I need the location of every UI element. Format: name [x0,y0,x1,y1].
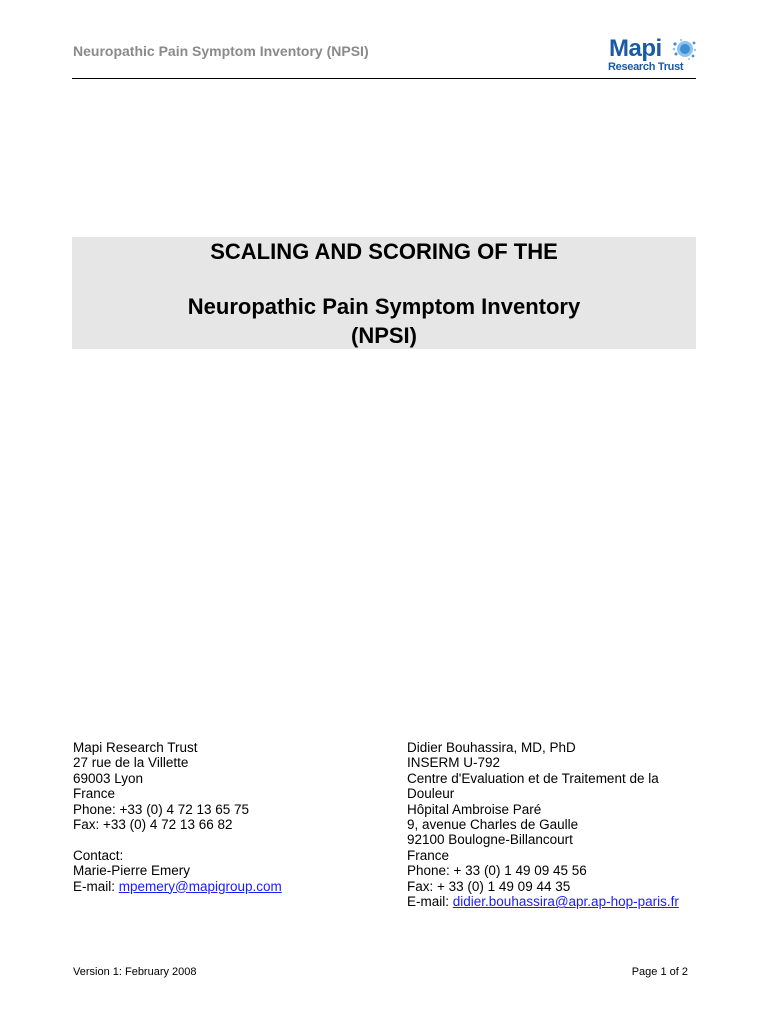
country: France [73,786,116,802]
title-box [72,237,696,349]
title-line-3: (NPSI) [351,323,417,348]
person-name: Didier Bouhassira, MD, PhD [407,740,576,755]
footer-page-number: Page 1 of 2 [631,966,688,978]
fax: Fax: + 33 (0) 1 49 09 44 35 [407,878,571,894]
header-title: Neuropathic Pain Symptom Inventory (NPSI) [73,43,369,59]
spacer [73,832,373,847]
centre-line-1: Centre d'Evaluation et de Traitement de la [407,770,659,786]
contact-label: Contact: [73,847,124,863]
email-label: E-mail: [407,894,453,910]
phone: Phone: + 33 (0) 1 49 09 45 56 [407,863,587,879]
email-label: E-mail: [73,878,119,894]
city: 92100 Boulogne-Billancourt [407,832,573,848]
email-row [407,894,702,909]
phone: Phone: +33 (0) 4 72 13 65 75 [73,801,250,817]
city: 69003 Lyon [73,770,144,786]
footer-version: Version 1: February 2008 [73,966,197,978]
header-divider [72,78,696,79]
street-address: 27 rue de la Villette [73,755,189,771]
email-link-mapi[interactable]: mpemery@mapigroup.com [118,878,282,894]
country: France [407,847,450,863]
logo-word: Mapi [609,35,662,62]
title-line-1: SCALING AND SCORING OF THE [210,239,558,264]
logo-subtitle: Research Trust [608,61,684,73]
title-line-2: Neuropathic Pain Symptom Inventory [187,294,581,319]
contact-block-bouhassira [407,740,702,909]
contact-block-mapi [73,740,373,894]
hospital: Hôpital Ambroise Paré [407,801,542,817]
mapi-logo [606,36,698,76]
street-address: 9, avenue Charles de Gaulle [407,817,579,833]
contact-name: Marie-Pierre Emery [73,863,191,879]
email-link-bouhassira[interactable]: didier.bouhassira@apr.ap-hop-paris.fr [452,894,679,910]
org-name: Mapi Research Trust [73,740,198,755]
fax: Fax: +33 (0) 4 72 13 66 82 [73,817,233,833]
unit: INSERM U-792 [407,755,501,771]
globe-dots-icon [670,38,698,60]
centre-line-2: Douleur [407,786,455,802]
email-row [73,879,373,894]
